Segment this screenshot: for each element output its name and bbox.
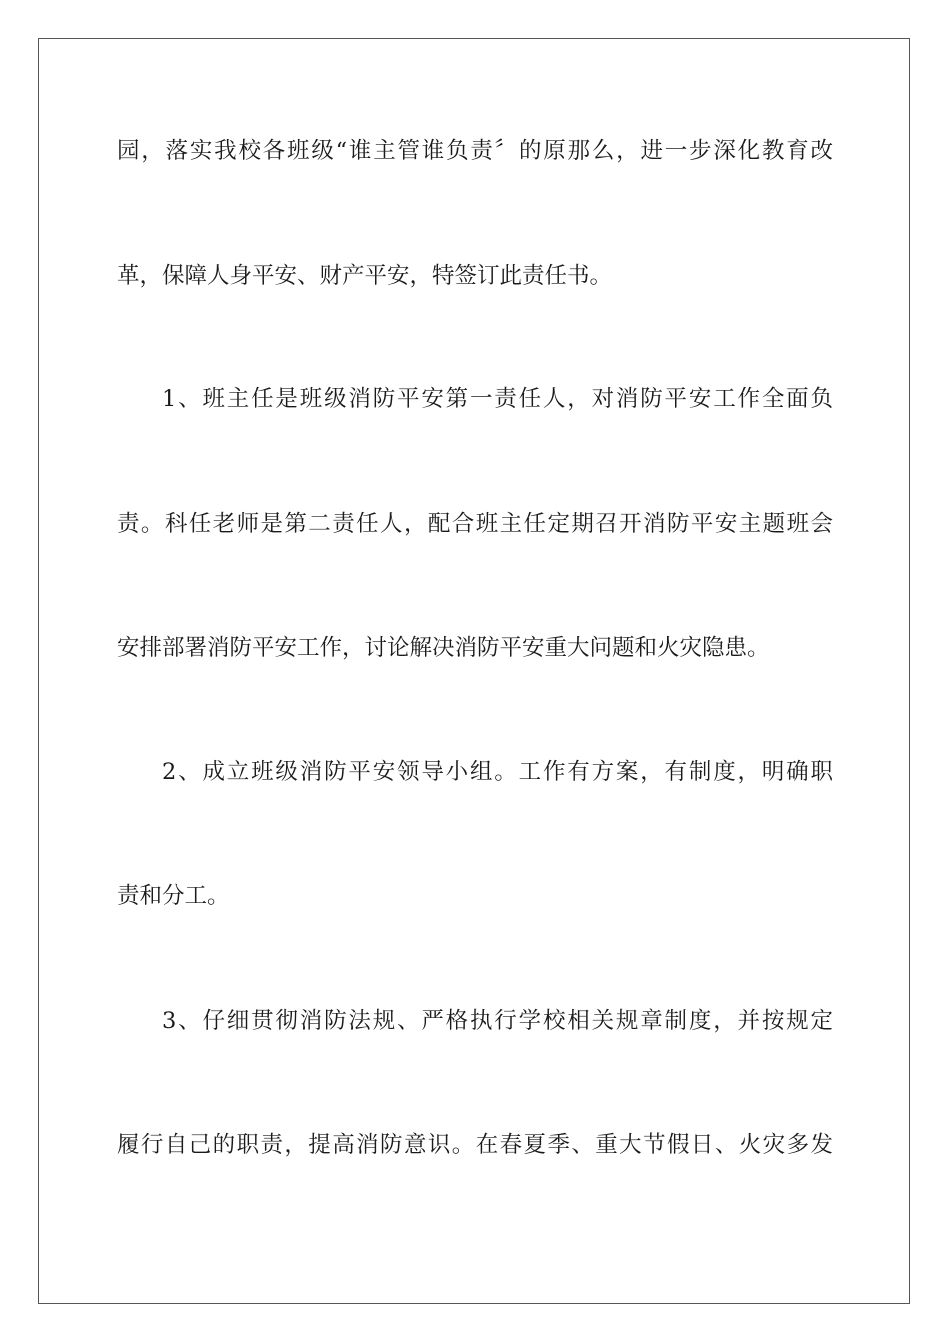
- text-line-5: 安排部署消防平安工作，讨论解决消防平安重大问题和火灾隐患。: [117, 635, 770, 661]
- text-line-7: 责和分工。: [117, 883, 230, 909]
- text-line-4: 责。科任老师是第二责任人，配合班主任定期召开消防平安主题班会: [117, 511, 833, 537]
- text-line-8: 3、仔细贯彻消防法规、严格执行学校相关规章制度，并按规定: [162, 1008, 833, 1034]
- text-line-2: 革，保障人身平安、财产平安，特签订此责任书。: [117, 263, 613, 289]
- text-line-3: 1、班主任是班级消防平安第一责任人，对消防平安工作全面负: [162, 386, 833, 412]
- text-line-9: 履行自己的职责，提高消防意识。在春夏季、重大节假日、火灾多发: [117, 1132, 833, 1158]
- text-line-1: 园，落实我校各班级“谁主管谁负责〞的原那么，进一步深化教育改: [117, 138, 833, 164]
- page-border: [38, 38, 910, 1304]
- text-line-6: 2、成立班级消防平安领导小组。工作有方案，有制度，明确职: [162, 759, 833, 785]
